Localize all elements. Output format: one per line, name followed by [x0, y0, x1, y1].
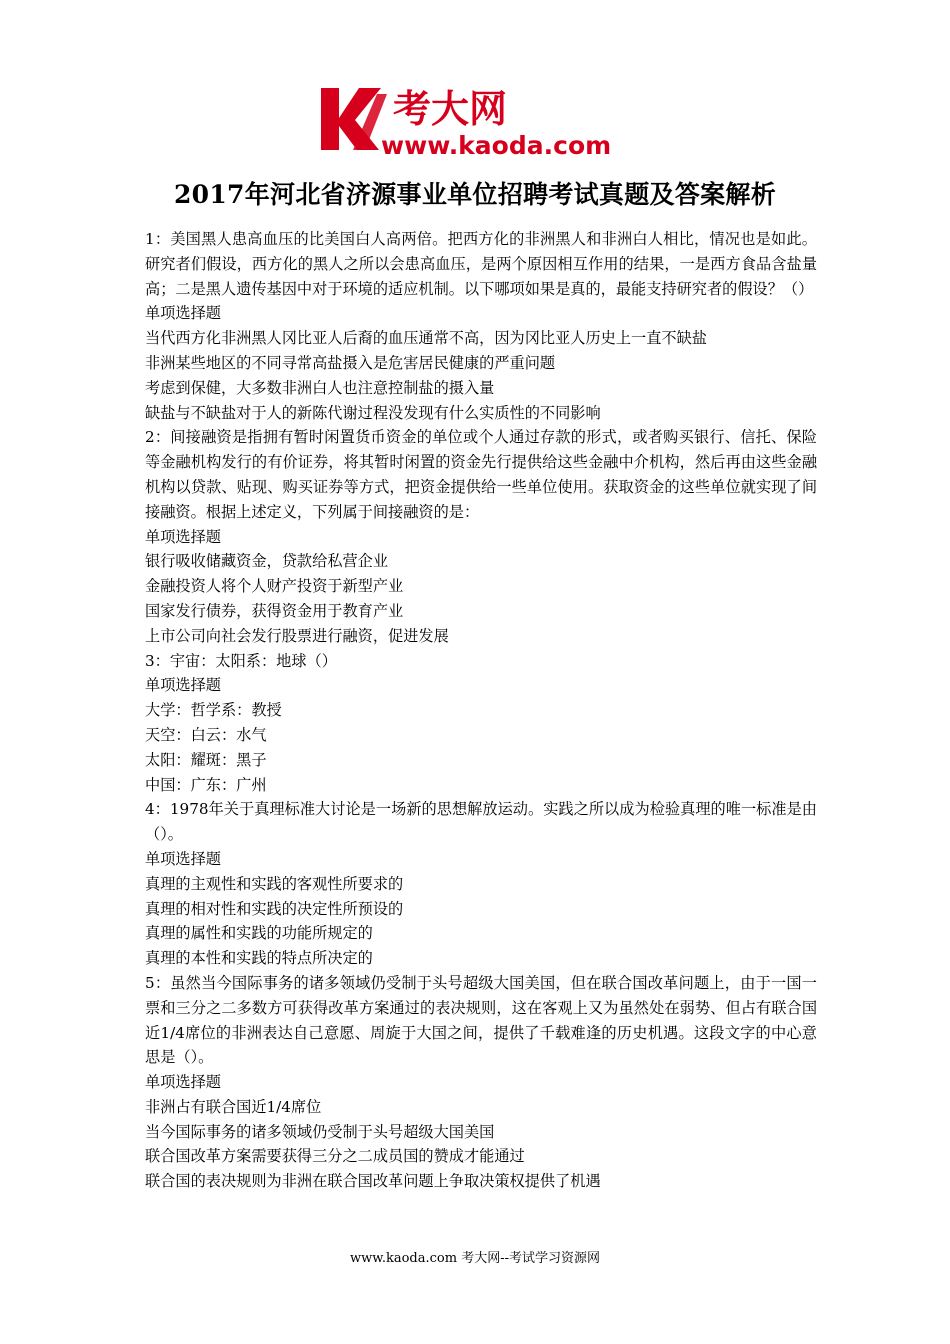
- question-stem: 3：宇宙：太阳系：地球（）: [145, 651, 337, 670]
- answer-option: 当代西方化非洲黑人冈比亚人后裔的血压通常不高，因为冈比亚人历史上一直不缺盐: [145, 329, 707, 348]
- document-title: 2017年河北省济源事业单位招聘考试真题及答案解析: [173, 180, 777, 209]
- logo-graphic: [315, 80, 645, 160]
- question-stem: 5：虽然当今国际事务的诸多领域仍受制于头号超级大国美国，但在联合国改革问题上，由于一国一票和三分之二多数方可获得改革方案通过的表决规则，这在客观上又为虽然处在弱势、但占有联合国近1/4席位的非洲表达自己意愿、周旋于大国之间，提供了千载难逢的历史机遇。这段文字的中心意思是（）。: [145, 973, 817, 1067]
- kaoda-logo: [315, 80, 645, 160]
- answer-option: 大学：哲学系：教授: [145, 701, 282, 720]
- question-list: [145, 227, 817, 1194]
- answer-option: 非洲占有联合国近1/4席位: [145, 1097, 322, 1116]
- answer-option: 联合国的表决规则为非洲在联合国改革问题上争取决策权提供了机遇: [145, 1172, 601, 1191]
- answer-option: 国家发行债券，获得资金用于教育产业: [145, 601, 404, 620]
- question-stem: 4：1978年关于真理标准大讨论是一场新的思想解放运动。实践之所以成为检验真理的唯一标准是由（）。: [145, 800, 817, 844]
- question-stem: 2：间接融资是指拥有暂时闲置货币资金的单位或个人通过存款的形式，或者购买银行、信托、保险等金融机构发行的有价证券，将其暂时闲置的资金先行提供给这些金融中介机构，然后再由这些金融机构以贷款、贴现、购买证券等方式，把资金提供给一些单位使用。获取资金的这些单位就实现了间接融资。根据上述定义，下列属于间接融资的是：: [145, 428, 817, 521]
- answer-option: 考虑到保健，大多数非洲白人也注意控制盐的摄入量: [145, 378, 495, 397]
- question-type: 单项选择题: [145, 676, 221, 695]
- question-type: 单项选择题: [145, 849, 221, 868]
- question-type: 单项选择题: [145, 527, 221, 546]
- answer-option: 联合国改革方案需要获得三分之二成员国的赞成才能通过: [145, 1147, 525, 1166]
- k-mark-icon: [321, 88, 387, 150]
- answer-option: 金融投资人将个人财产投资于新型产业: [145, 577, 404, 596]
- answer-option: 真理的属性和实践的功能所规定的: [145, 924, 373, 943]
- answer-option: 银行吸收储藏资金，贷款给私营企业: [145, 552, 388, 571]
- answer-option: 中国：广东：广州: [145, 775, 267, 794]
- answer-option: 上市公司向社会发行股票进行融资，促进发展: [145, 626, 449, 645]
- question-type: 单项选择题: [145, 1073, 221, 1092]
- logo-cn-text: 考大网: [393, 87, 508, 131]
- answer-option: 太阳：耀斑：黑子: [145, 750, 267, 769]
- answer-option: 真理的本性和实践的特点所决定的: [145, 949, 373, 968]
- page-footer: www.kaoda.com 考大网--考试学习资源网: [350, 1251, 600, 1266]
- question-type: 单项选择题: [145, 304, 221, 323]
- answer-option: 缺盐与不缺盐对于人的新陈代谢过程没发现有什么实质性的不同影响: [145, 403, 601, 422]
- answer-option: 天空：白云：水气: [145, 725, 267, 744]
- logo-url-text: www.kaoda.com: [381, 131, 612, 160]
- answer-option: 当今国际事务的诸多领域仍受制于头号超级大国美国: [145, 1122, 495, 1141]
- answer-option: 真理的相对性和实践的决定性所预设的: [145, 899, 404, 918]
- answer-option: 真理的主观性和实践的客观性所要求的: [145, 874, 404, 893]
- answer-option: 非洲某些地区的不同寻常高盐摄入是危害居民健康的严重问题: [145, 353, 556, 372]
- question-stem: 1：美国黑人患高血压的比美国白人高两倍。把西方化的非洲黑人和非洲白人相比，情况也是如此。研究者们假设，西方化的黑人之所以会患高血压，是两个原因相互作用的结果，一是西方食品含盐量高；二是黑人遗传基因中对于环境的适应机制。以下哪项如果是真的，最能支持研究者的假设？（）: [145, 230, 817, 298]
